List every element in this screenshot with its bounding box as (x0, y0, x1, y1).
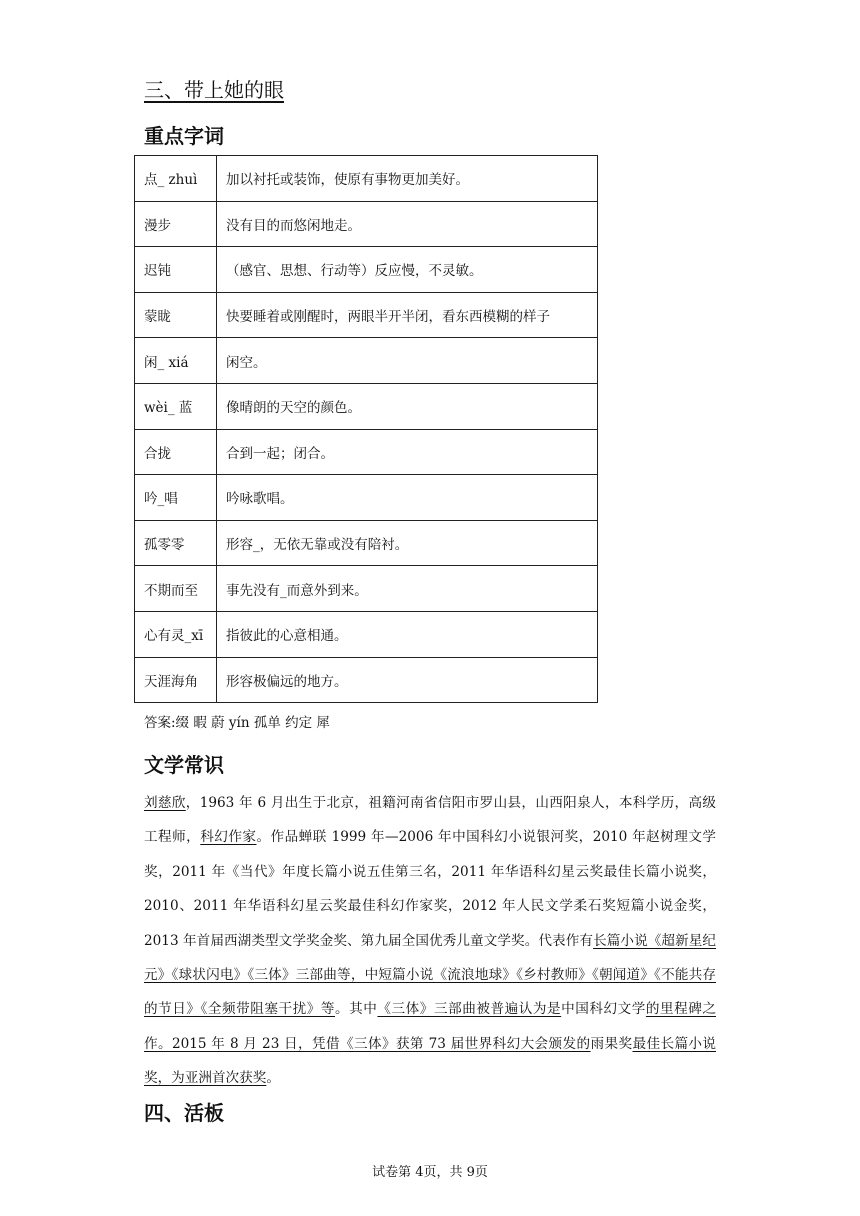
paragraph-text: 。 (266, 1070, 280, 1087)
vocab-word: 天涯海角 (135, 657, 217, 703)
vocab-word: 蒙眬 (135, 292, 217, 338)
vocab-row (135, 383, 598, 429)
vocab-meaning: 闲空。 (217, 338, 598, 384)
answer-line: 答案:缀 暇 蔚 yín 孤单 约定 犀 (144, 715, 330, 731)
vocab-word: 合拢 (135, 429, 217, 475)
vocab-row (135, 520, 598, 566)
vocab-word: wèi_ 蓝 (135, 383, 217, 429)
vocab-meaning: 像晴朗的天空的颜色。 (217, 383, 598, 429)
paragraph-text: ，1963 年 6 月出生于北京，祖籍河南省信阳市罗山县，山西阳泉人，本科学历，高级工程师， (144, 795, 717, 846)
award-underlined: 最佳长篇小说奖，为亚洲首次获奖 (144, 1035, 717, 1087)
vocab-meaning: 事先没有_而意外到来。 (217, 566, 598, 612)
author-paragraph (144, 786, 716, 1096)
vocab-word: 迟钝 (135, 247, 217, 293)
vocab-row (135, 566, 598, 612)
vocab-meaning: 合到一起；闭合。 (217, 429, 598, 475)
section-title: 三、带上她的眼 (144, 78, 284, 102)
vocab-word: 点_ zhuì (135, 156, 217, 202)
vocab-meaning: 形容_，无依无靠或没有陪衬。 (217, 520, 598, 566)
vocab-meaning: 形容极偏远的地方。 (217, 657, 598, 703)
santi-underlined: 《三体》三部曲被普遍认为是 (377, 1001, 562, 1018)
vocab-meaning: 指彼此的心意相通。 (217, 611, 598, 657)
vocab-word: 闲_ xiá (135, 338, 217, 384)
paragraph-text: 中国科幻文学 (561, 1001, 646, 1018)
vocab-word: 吟_唱 (135, 475, 217, 521)
milestone-underlined: 的里程碑之作。2015 年 8 月 23 日，凭借《三体》获第 73 届世界科幻大会颁发的 (144, 1001, 717, 1052)
vocab-row (135, 201, 598, 247)
vocab-meaning: 吟咏歌唱。 (217, 475, 598, 521)
next-section-heading: 四、活板 (144, 1101, 224, 1125)
paragraph-text: 雨果奖 (590, 1035, 633, 1052)
vocab-word: 不期而至 (135, 566, 217, 612)
page-footer: 试卷第 4页，共 9页 (372, 1165, 488, 1180)
vocab-row (135, 657, 598, 703)
vocab-table (134, 155, 598, 703)
vocab-word: 漫步 (135, 201, 217, 247)
vocab-meaning: 快要睡着或刚醒时，两眼半开半闭，看东西模糊的样子 (217, 292, 598, 338)
vocab-meaning: （感官、思想、行动等）反应慢，不灵敏。 (217, 247, 598, 293)
vocab-row (135, 247, 598, 293)
paragraph-text: 。作品蝉联 1999 年—2006 年中国科幻小说银河奖，2010 年赵树理文学奖，2011 年《当代》年度长篇小说五佳第三名，2011 年华语科幻星云奖最佳长篇小说奖，2010、2011 年华语科幻星云奖最佳科幻作家奖，2012 年人民文学柔石奖短篇小说金奖，2013 年首届西湖类型文学奖金奖、第九届全国优秀儿童文学奖。代表作有 (144, 829, 716, 949)
vocab-word: 孤零零 (135, 520, 217, 566)
paragraph-text: 。其中 (335, 1001, 378, 1018)
author-name: 刘慈欣 (144, 795, 186, 811)
scifi-writer-link: 科幻作家 (200, 829, 257, 846)
vocab-heading: 重点字词 (144, 124, 224, 148)
vocab-row (135, 156, 598, 202)
literature-heading: 文学常识 (144, 753, 224, 777)
vocab-row (135, 292, 598, 338)
vocab-meaning: 没有目的而悠闲地走。 (217, 201, 598, 247)
vocab-row (135, 429, 598, 475)
vocab-meaning: 加以衬托或装饰，使原有事物更加美好。 (217, 156, 598, 202)
vocab-row (135, 338, 598, 384)
vocab-word: 心有灵_xī (135, 611, 217, 657)
vocab-row (135, 611, 598, 657)
works-underlined: 长篇小说《超新星纪元》《球状闪电》《三体》三部曲等，中短篇小说《流浪地球》《乡村教师》《朝闻道》《不能共存的节日》《全频带阻塞干扰》等 (144, 932, 717, 1018)
vocab-row (135, 475, 598, 521)
